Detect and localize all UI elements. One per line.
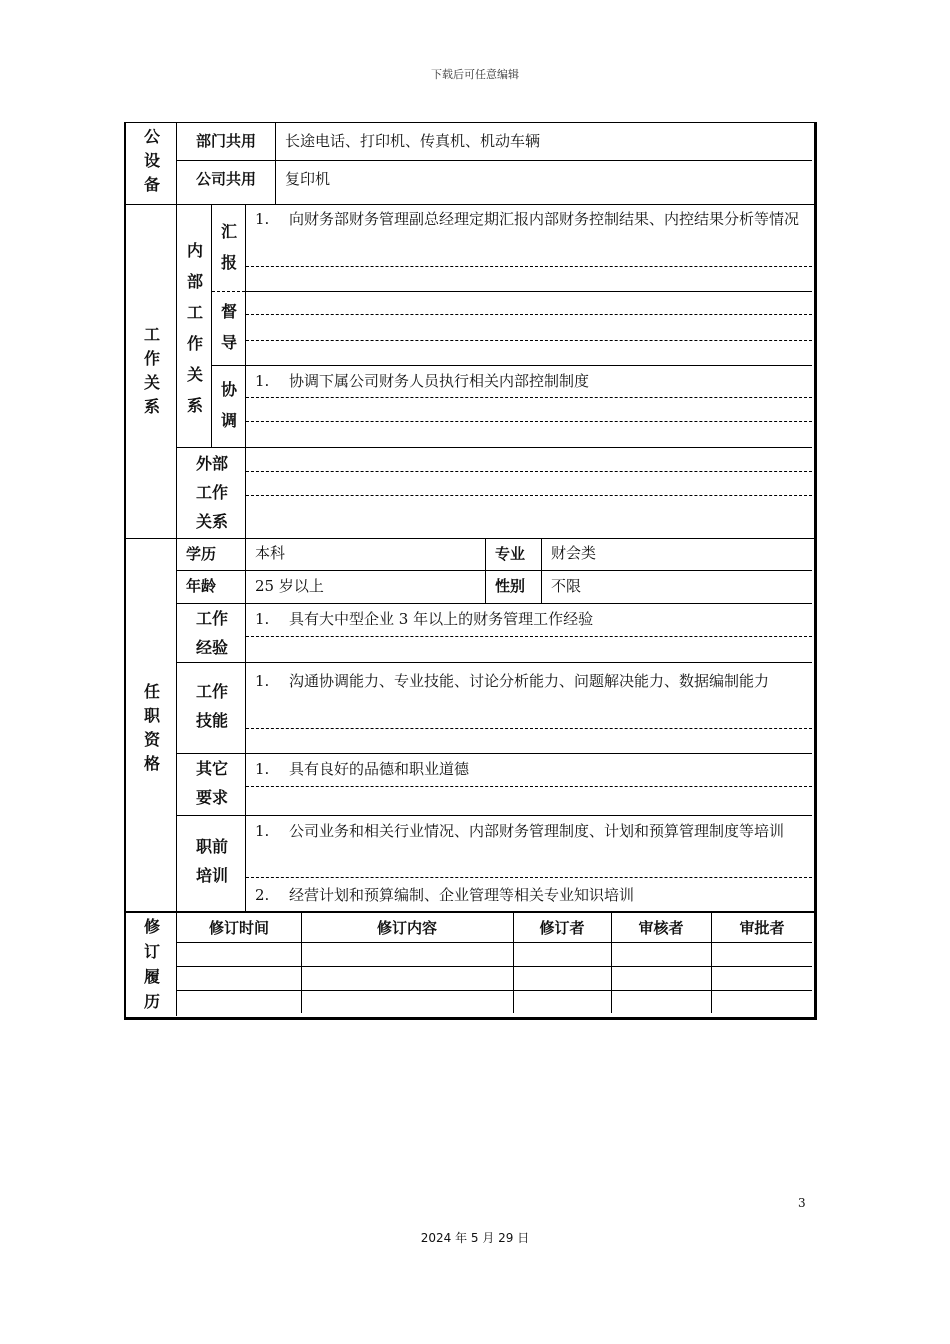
revision-header-time: 修订时间 bbox=[208, 919, 269, 937]
other-item-1-text: 具有良好的品德和职业道德 bbox=[289, 760, 470, 778]
age-value: 25 岁以上 bbox=[255, 577, 324, 595]
divider-sublabel-col bbox=[245, 204, 246, 538]
equipment-section-label: 公 设 备 bbox=[143, 127, 160, 194]
experience-dash-line bbox=[246, 636, 812, 637]
dept-shared-label: 部门共用 bbox=[195, 132, 256, 150]
gender-value: 不限 bbox=[551, 577, 582, 595]
divider-exp-skill bbox=[176, 662, 812, 663]
age-label: 年龄 bbox=[186, 577, 217, 595]
revision-row-divider-3 bbox=[176, 990, 812, 991]
divider-internal-col bbox=[211, 204, 212, 448]
skills-item-1-text: 沟通协调能力、专业技能、讨论分析能力、问题解决能力、数据编制能力 bbox=[289, 672, 770, 690]
coordinate-item-1-num: 1. bbox=[255, 372, 270, 390]
divider-internal-external bbox=[176, 447, 812, 448]
major-value: 财会类 bbox=[551, 544, 597, 562]
skills-item-1-num: 1. bbox=[255, 672, 270, 690]
training-item-1-text: 公司业务和相关行业情况、内部财务管理制度、计划和预算管理制度等培训 bbox=[289, 822, 785, 840]
revision-header-content: 修订内容 bbox=[376, 919, 437, 937]
internal-relations-label: 内 部 工 作 关 系 bbox=[186, 241, 203, 415]
coordinate-item-1 bbox=[255, 366, 815, 396]
header-note: 下载后可任意编辑 bbox=[431, 68, 519, 81]
divider-equip-label-col bbox=[275, 122, 276, 204]
training-item-2-text: 经营计划和预算编制、企业管理等相关专业知识培训 bbox=[289, 886, 635, 904]
revision-header-reviser: 修订者 bbox=[539, 919, 585, 937]
education-value: 本科 bbox=[255, 544, 286, 562]
major-label: 专业 bbox=[495, 545, 526, 563]
company-shared-value: 复印机 bbox=[285, 170, 331, 188]
experience-label: 工作 经验 bbox=[195, 609, 228, 657]
skills-item-1 bbox=[255, 666, 807, 696]
gender-label: 性别 bbox=[495, 577, 526, 595]
experience-item-1-num: 1. bbox=[255, 610, 270, 628]
skills-dash-line bbox=[246, 728, 812, 729]
coordinate-item-1-text: 协调下属公司财务人员执行相关内部控制制度 bbox=[289, 372, 590, 390]
coordinate-dash-line-2 bbox=[246, 421, 812, 422]
report-supervise-label-divider bbox=[212, 291, 245, 292]
external-dash-line-1 bbox=[246, 471, 812, 472]
training-item-1 bbox=[255, 816, 807, 846]
report-dash-line bbox=[246, 266, 812, 267]
training-item-1-num: 1. bbox=[255, 822, 270, 840]
report-item-1-text: 向财务部财务管理副总经理定期汇报内部财务控制结果、内控结果分析等情况 bbox=[289, 210, 800, 228]
report-item-1-num: 1. bbox=[255, 210, 270, 228]
supervise-label: 督 导 bbox=[220, 302, 237, 352]
training-item-2 bbox=[255, 880, 815, 910]
coordinate-label: 协 调 bbox=[220, 380, 237, 430]
footer-date: 2024 年 5 月 29 日 bbox=[420, 1231, 530, 1245]
page-number: 3 bbox=[798, 1196, 806, 1210]
supervise-dash-line-1 bbox=[246, 314, 812, 315]
qualifications-section-label: 任 职 资 格 bbox=[143, 682, 160, 773]
experience-item-1 bbox=[255, 604, 815, 634]
experience-item-1-text: 具有大中型企业 3 年以上的财务管理工作经验 bbox=[289, 610, 594, 628]
training-item-2-num: 2. bbox=[255, 886, 270, 904]
revision-header-reviewer: 审核者 bbox=[638, 919, 684, 937]
divider-qual-mid-col bbox=[485, 538, 486, 604]
external-relations-label: 外部 工作 关系 bbox=[195, 454, 228, 531]
education-label: 学历 bbox=[186, 545, 217, 563]
other-requirements-label: 其它 要求 bbox=[195, 759, 228, 807]
revision-row-divider-2 bbox=[176, 966, 812, 967]
report-item-1 bbox=[255, 204, 807, 234]
skills-label: 工作 技能 bbox=[195, 682, 228, 730]
training-label: 职前 培训 bbox=[195, 837, 228, 885]
external-dash-line-2 bbox=[246, 495, 812, 496]
divider-qual-mid-col-2 bbox=[541, 538, 542, 604]
other-item-1-num: 1. bbox=[255, 760, 270, 778]
coordinate-dash-line-1 bbox=[246, 397, 812, 398]
revision-section-label: 修 订 履 历 bbox=[143, 917, 160, 1011]
company-shared-label: 公司共用 bbox=[195, 170, 256, 188]
supervise-dash-line-2 bbox=[246, 340, 812, 341]
divider-equip-row bbox=[176, 160, 812, 161]
revision-header-approver: 审批者 bbox=[739, 919, 785, 937]
training-dash-line bbox=[246, 877, 812, 878]
work-relations-section-label: 工 作 关 系 bbox=[143, 325, 160, 416]
other-dash-line bbox=[246, 786, 812, 787]
divider-report-supervise bbox=[245, 291, 812, 292]
other-item-1 bbox=[255, 754, 815, 784]
divider-relations-bottom bbox=[124, 538, 815, 539]
report-label: 汇 报 bbox=[220, 222, 237, 272]
dept-shared-value: 长途电话、打印机、传真机、机动车辆 bbox=[285, 132, 541, 150]
divider-section-col bbox=[176, 122, 177, 1016]
divider-qual-label-col bbox=[245, 538, 246, 911]
